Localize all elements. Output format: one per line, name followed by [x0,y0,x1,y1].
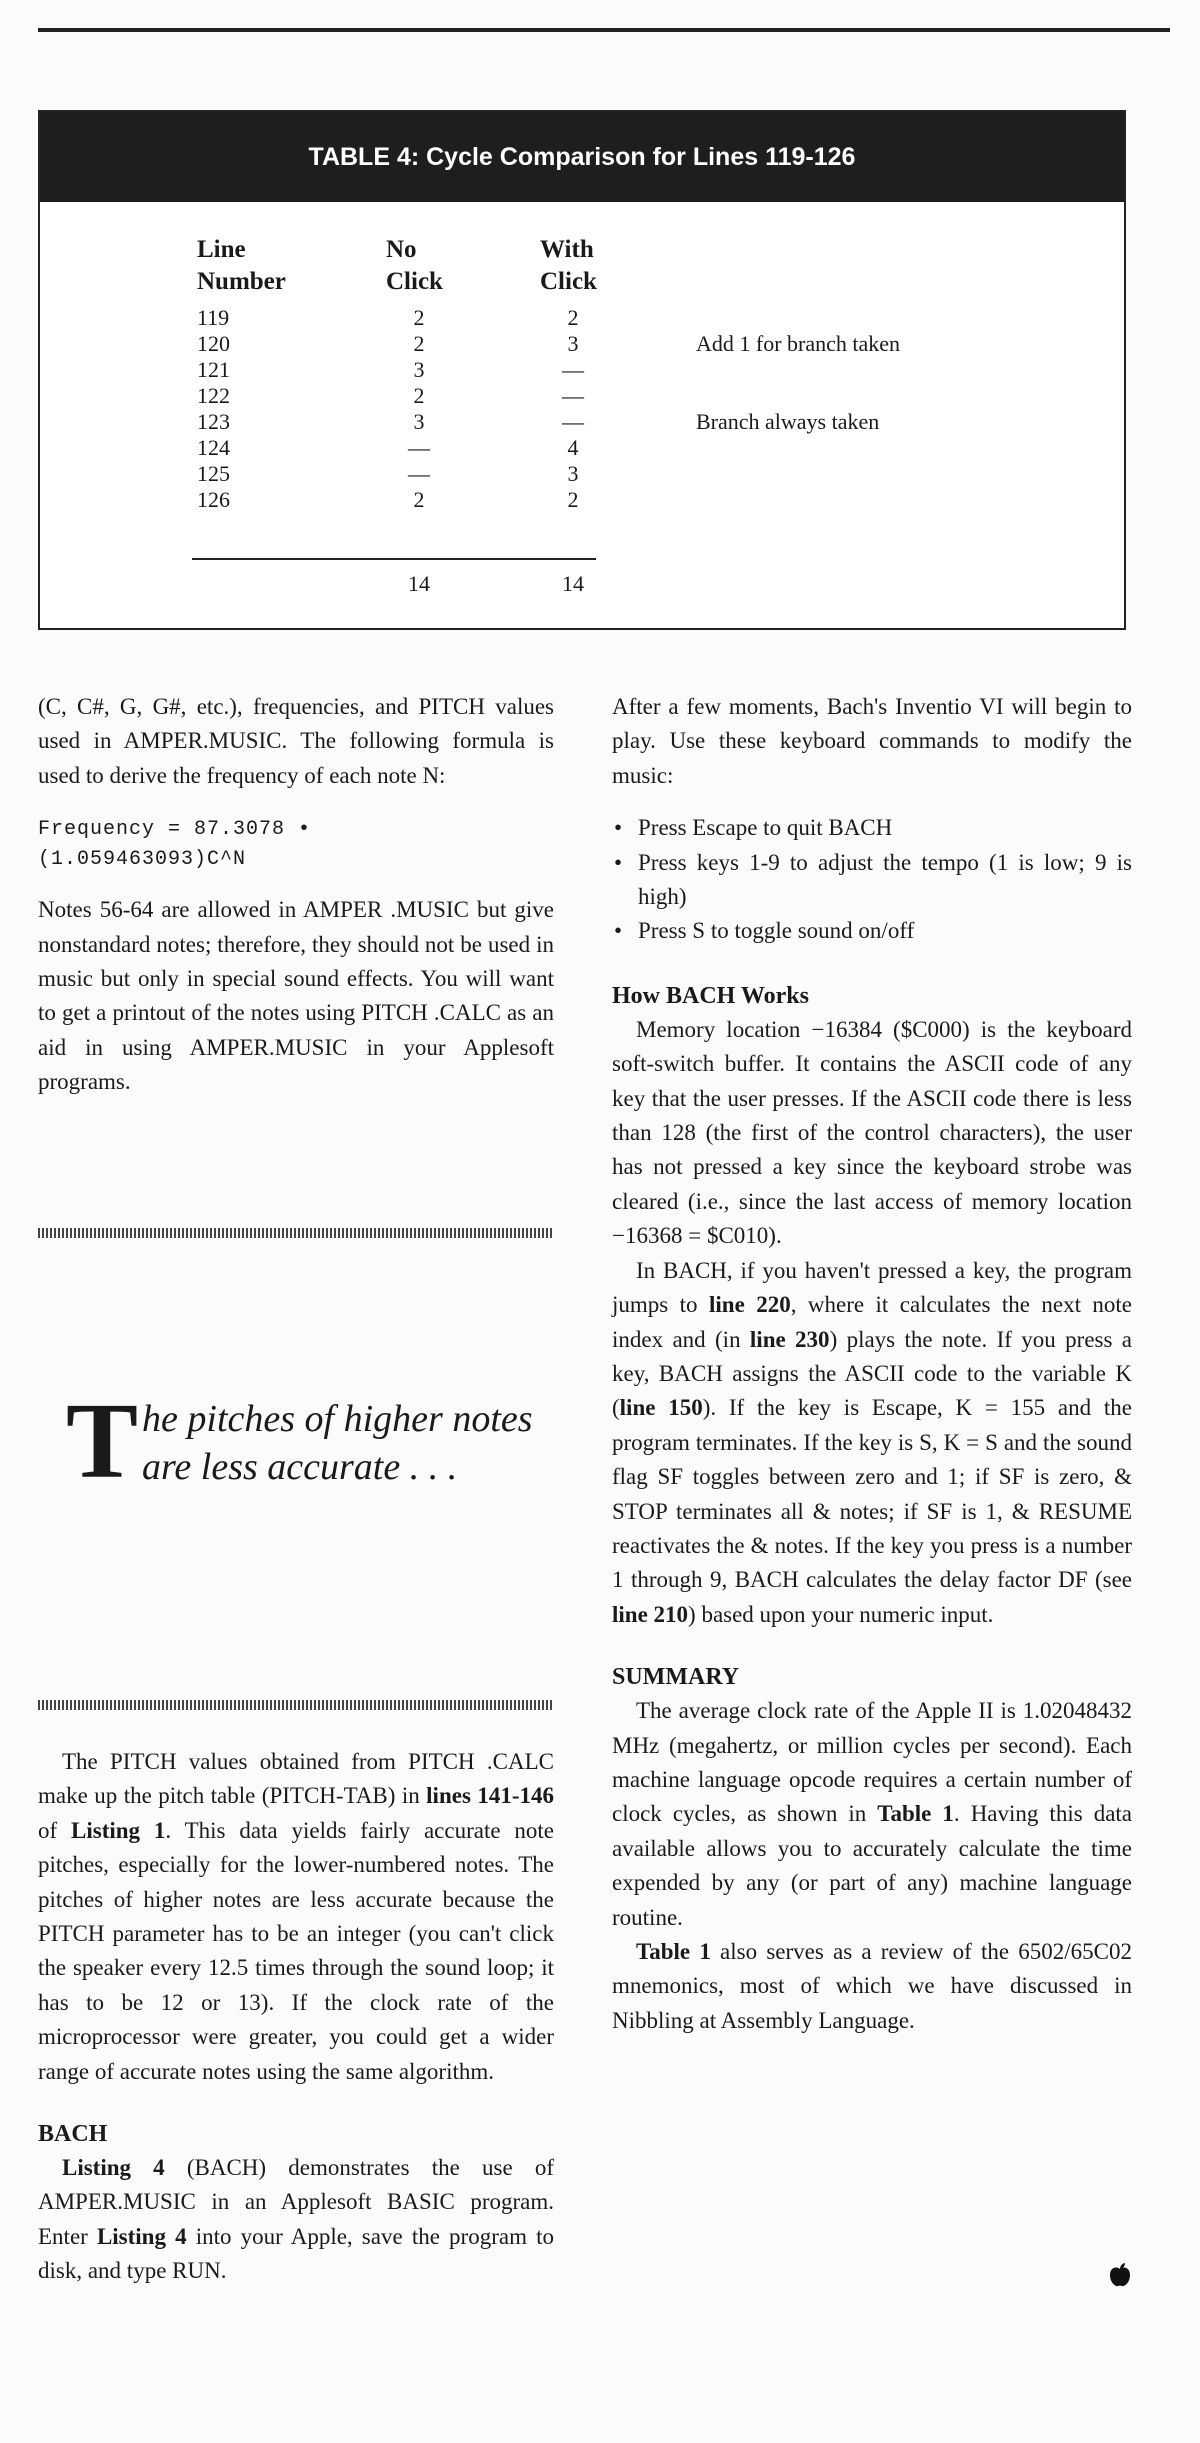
row-no-click: 2 [413,305,425,330]
row-note: Branch always taken [696,409,880,434]
row-line-number: 126 [197,487,230,512]
list-item: • Press Escape to quit BACH [612,811,1132,845]
paragraph: (C, C#, G, G#, etc.), frequencies, and PITCH values used in AMPER.MUSIC. The following formula is used to derive the frequency of each note N: [38,694,554,788]
row-note: Add 1 for branch taken [696,331,901,356]
paragraph: The PITCH values obtained from PITCH .CALC make up the pitch table (PITCH-TAB) in lines 141-146 of Listing 1. This data yields fairly accurate note pitches, especially for the lower-numbered notes. The pitches of higher notes are less accurate because the PITCH parameter has to be an integer (you can't click the speaker every 12.5 times through the sound loop; it has to be 12 or 13). If the clock rate of the microprocessor were greater, you could get a wider range of accurate notes using the same algorithm. [38,1749,555,2084]
frequency-formula: Frequency = 87.3078 • (1.059463093)C^N [38,818,312,872]
paragraph: Memory location −16384 ($C000) is the keyboard soft-switch buffer. It contains the ASCII code of any key that the user presses. If the ASCII code there is less than 128 (the first of the control characters), the user has not pressed a key since the keyboard strobe was cleared (i.e., since the last access of memory location −16368 = $C010). [612,1016,1132,1249]
row-line-number: 123 [197,409,230,434]
col-header-no-click: No Click [386,236,443,295]
left-column-bottom [38,1745,554,2289]
list-item: • Press keys 1-9 to adjust the tempo (1 is low; 9 is high) [612,846,1132,915]
row-no-click: 2 [413,383,425,408]
paragraph: The average clock rate of the Apple II is 1.02048432 MHz (megahertz, or million cycles per second). Each machine language opcode requires a certain number of clock cycles, as shown in Table 1. Having this data available allows you to accurately calculate the time expended by any (or part of any) machine language routine. [612,1698,1132,1930]
row-line-number: 121 [197,357,230,382]
row-with-click: 3 [567,331,579,356]
paragraph: Listing 4 (BACH) demonstrates the use of AMPER.MUSIC in an Applesoft BASIC program. Enter Listing 4 into your Apple, save the program to disk, and type RUN. [38,2155,554,2284]
paragraph: In BACH, if you haven't pressed a key, the program jumps to line 220, where it calculates the next note index and (in line 230) plays the note. If you press a key, BACH assigns the ASCII code to the variable K (line 150). If the key is Escape, K = 155 and the program terminates. If the key is S, K = S and the sound flag SF toggles between zero and 1; if SF is zero, & STOP terminates all & notes; if SF is 1, & RESUME reactivates the & notes. If the key you press is a number 1 through 9, BACH calculates the delay factor DF (see line 210) based upon your numeric input. [612,1257,1132,1627]
col-header-line-number: Line Number [197,236,286,295]
dotted-divider [38,1700,554,1710]
row-with-click: 2 [567,487,579,512]
row-with-click: 4 [567,435,579,460]
row-no-click: 3 [413,409,425,434]
row-with-click: 2 [567,305,579,330]
paragraph: Notes 56-64 are allowed in AMPER .MUSIC but give nonstandard notes; therefore, they should not be used in music but only in special sound effects. You will want to get a printout of the notes using PITCH .CALC as an aid in using AMPER.MUSIC in your Applesoft programs. [38,897,554,1095]
right-column [612,690,1132,2038]
left-column-top [38,690,554,1100]
row-line-number: 125 [197,461,230,486]
section-heading-how-bach-works: How BACH Works [612,982,809,1009]
section-heading-summary: SUMMARY [612,1664,740,1691]
table-title: TABLE 4: Cycle Comparison for Lines 119-126 [40,112,1124,202]
row-line-number: 122 [197,383,230,408]
row-line-number: 124 [197,435,230,460]
col-header-with-click: With Click [540,236,597,295]
top-rule [38,28,1170,32]
command-list [612,811,1132,949]
total-no-click: 14 [408,571,430,596]
row-with-click: — [562,383,584,408]
total-with-click: 14 [562,571,584,596]
row-line-number: 120 [197,331,230,356]
paragraph: After a few moments, Bach's Inventio VI will begin to play. Use these keyboard commands to modify the music: [612,694,1132,788]
row-no-click: 2 [413,487,425,512]
row-no-click: 2 [413,331,425,356]
pull-quote: The pitches of higher notes are less accurate . . . [66,1382,533,1501]
cycle-comparison-table [38,110,1126,630]
row-no-click: 3 [413,357,425,382]
row-no-click: — [408,435,430,460]
row-with-click: — [562,409,584,434]
dotted-divider [38,1228,554,1238]
row-line-number: 119 [197,305,230,330]
table-total-rule [192,558,596,560]
row-no-click: — [408,461,430,486]
paragraph: Table 1 also serves as a review of the 6502/65C02 mnemonics, most of which we have discussed in Nibbling at Assembly Language. [612,1939,1132,2033]
row-with-click: — [562,357,584,382]
list-item: • Press S to toggle sound on/off [612,914,1132,948]
drop-cap: T [66,1382,139,1501]
section-heading-bach: BACH [38,2121,108,2148]
apple-end-mark-icon [1107,2262,1133,2288]
row-with-click: 3 [567,461,579,486]
